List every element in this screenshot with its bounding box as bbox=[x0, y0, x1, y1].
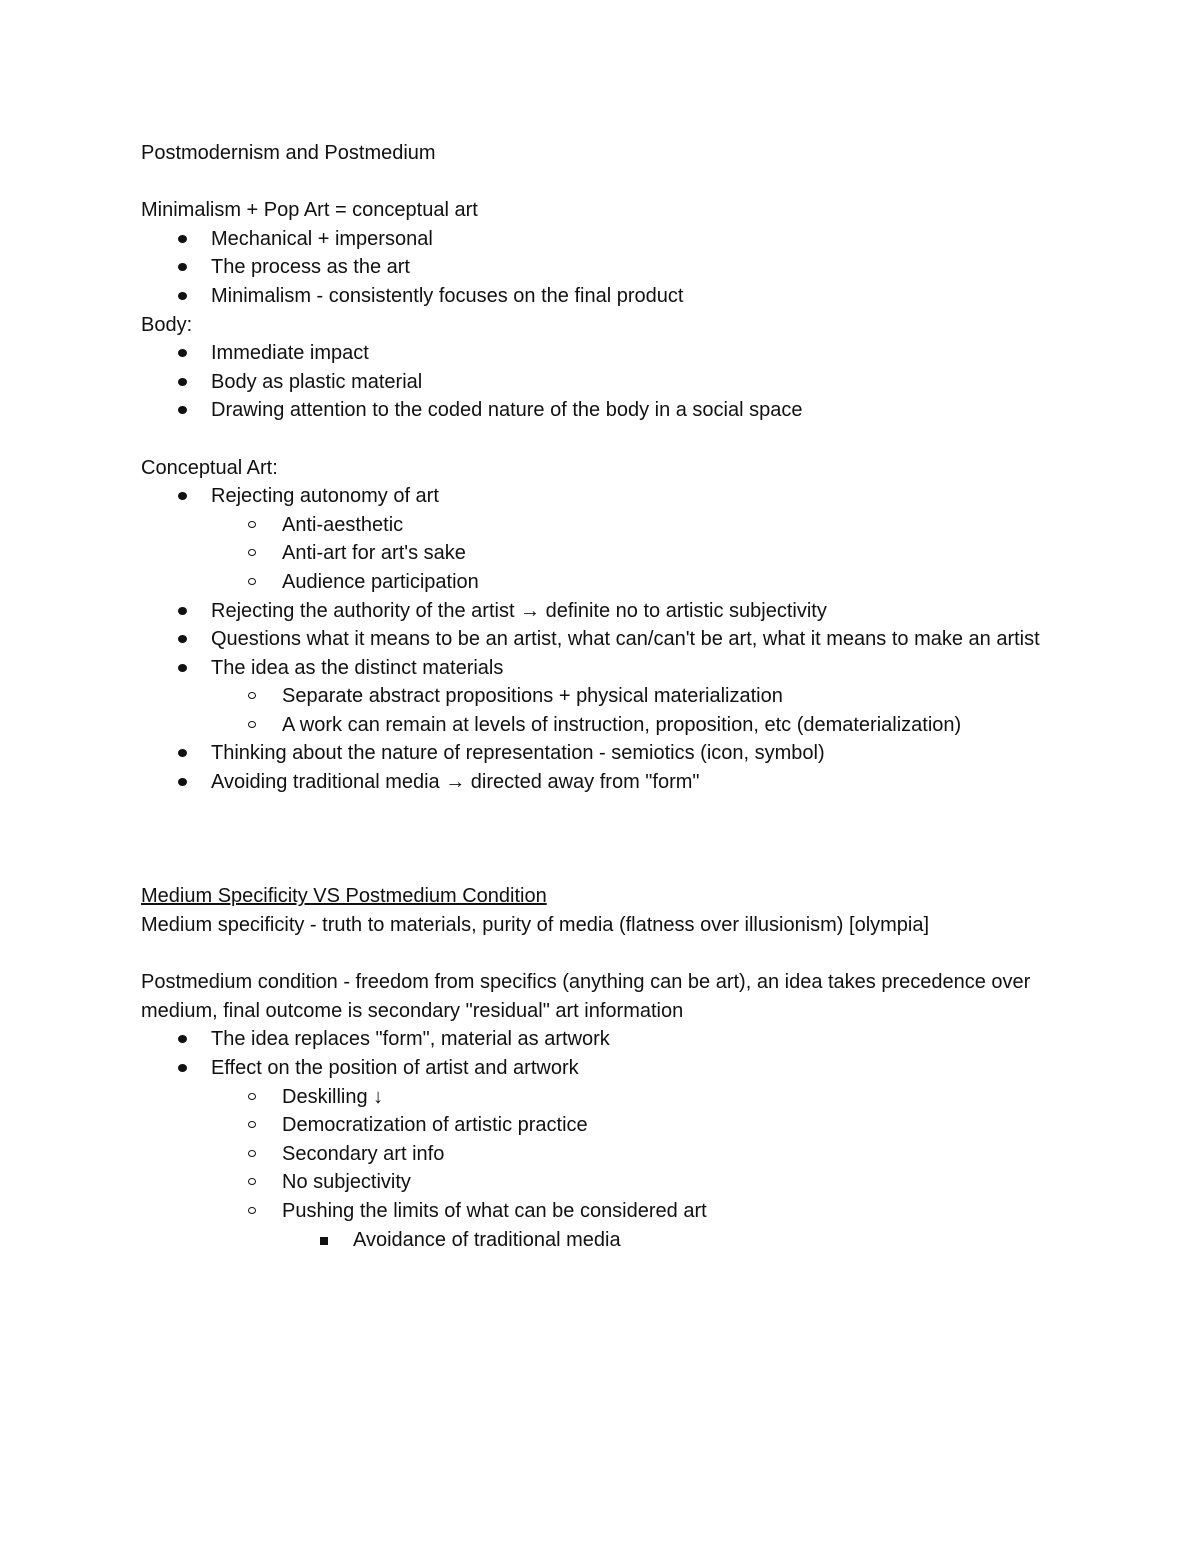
conceptual-heading: Conceptual Art: bbox=[141, 456, 278, 479]
sub-list-item: Audience participation bbox=[211, 568, 1071, 597]
bullet-circle-icon bbox=[248, 1207, 256, 1214]
list-item: Mechanical + impersonal bbox=[141, 225, 1071, 254]
blank-line bbox=[141, 168, 1071, 197]
list-item: The idea as the distinct materials Separate abstract propositions + physical materialization A work can remain at levels of instruction, proposition, etc (dematerialization) bbox=[141, 654, 1071, 740]
bullet-disc-icon bbox=[178, 1064, 187, 1072]
sub-list bbox=[211, 1083, 1071, 1255]
sub-list-item: Anti-aesthetic bbox=[211, 511, 1071, 540]
bullet-square-icon bbox=[320, 1237, 328, 1245]
bullet-disc-icon bbox=[178, 749, 187, 757]
list-item: Avoiding traditional media → directed away from "form" bbox=[141, 768, 1071, 797]
bullet-disc-icon bbox=[178, 378, 187, 386]
postmedium-text: Postmedium condition - freedom from specifics (anything can be art), an idea takes precedence over medium, final outcome is secondary "residual" art information bbox=[141, 971, 1031, 1022]
bullet-disc-icon bbox=[178, 607, 187, 615]
bullet-disc-icon bbox=[178, 292, 187, 300]
sub-list-item: Separate abstract propositions + physical materialization bbox=[211, 682, 1071, 711]
bullet-circle-icon bbox=[248, 549, 256, 556]
sub-list-item: Deskilling ↓ bbox=[211, 1083, 1071, 1112]
postmedium-list bbox=[141, 1025, 1071, 1254]
list-item: Immediate impact bbox=[141, 339, 1071, 368]
document-page bbox=[141, 139, 1071, 1254]
list-item: Body as plastic material bbox=[141, 368, 1071, 397]
bullet-disc-icon bbox=[178, 263, 187, 271]
sub-list-item: A work can remain at levels of instruction, proposition, etc (dematerialization) bbox=[211, 711, 1071, 740]
bullet-disc-icon bbox=[178, 406, 187, 414]
medium-specificity-text: Medium specificity - truth to materials, purity of media (flatness over illusionism) [olympia] bbox=[141, 914, 930, 937]
minimalism-heading: Minimalism + Pop Art = conceptual art bbox=[141, 199, 478, 222]
sub-list-item: No subjectivity bbox=[211, 1168, 1071, 1197]
blank-lines bbox=[141, 797, 1071, 883]
sub-list bbox=[211, 511, 1071, 597]
sub-sub-list-item: Avoidance of traditional media bbox=[282, 1226, 1071, 1255]
bullet-circle-icon bbox=[248, 1150, 256, 1157]
body-list bbox=[141, 339, 1071, 425]
list-item: Rejecting autonomy of art Anti-aesthetic Anti-art for art's sake Audience participation bbox=[141, 482, 1071, 596]
blank-line bbox=[141, 425, 1071, 454]
sub-sub-list bbox=[282, 1226, 1071, 1255]
list-item: Minimalism - consistently focuses on the final product bbox=[141, 282, 1071, 311]
body-heading: Body: bbox=[141, 313, 193, 336]
list-item: Rejecting the authority of the artist → definite no to artistic subjectivity bbox=[141, 597, 1071, 626]
sub-list-item: Pushing the limits of what can be considered art Avoidance of traditional media bbox=[211, 1197, 1071, 1254]
sub-list bbox=[211, 682, 1071, 739]
bullet-circle-icon bbox=[248, 721, 256, 728]
list-item: The process as the art bbox=[141, 253, 1071, 282]
list-item: Effect on the position of artist and artwork Deskilling ↓ Democratization of artistic practice Secondary art info No subjectivity Pushing the limits of what can be considered art Avoidance of traditional media bbox=[141, 1054, 1071, 1254]
list-item: Drawing attention to the coded nature of the body in a social space bbox=[141, 396, 1071, 425]
bullet-disc-icon bbox=[178, 1035, 187, 1043]
medium-heading: Medium Specificity VS Postmedium Condition bbox=[141, 885, 547, 908]
bullet-disc-icon bbox=[178, 235, 187, 243]
list-item: The idea replaces "form", material as artwork bbox=[141, 1025, 1071, 1054]
bullet-disc-icon bbox=[178, 635, 187, 643]
list-item: Thinking about the nature of representation - semiotics (icon, symbol) bbox=[141, 739, 1071, 768]
bullet-disc-icon bbox=[178, 664, 187, 672]
bullet-disc-icon bbox=[178, 349, 187, 357]
bullet-disc-icon bbox=[178, 492, 187, 500]
bullet-circle-icon bbox=[248, 1178, 256, 1185]
sub-list-item: Anti-art for art's sake bbox=[211, 539, 1071, 568]
document-title: Postmodernism and Postmedium bbox=[141, 142, 436, 164]
blank-line bbox=[141, 940, 1071, 969]
sub-list-item: Secondary art info bbox=[211, 1140, 1071, 1169]
bullet-circle-icon bbox=[248, 1121, 256, 1128]
sub-list-item: Democratization of artistic practice bbox=[211, 1111, 1071, 1140]
list-item: Questions what it means to be an artist, what can/can't be art, what it means to make an artist bbox=[141, 625, 1071, 654]
minimalism-list bbox=[141, 225, 1071, 311]
bullet-circle-icon bbox=[248, 692, 256, 699]
bullet-circle-icon bbox=[248, 1093, 256, 1100]
conceptual-list bbox=[141, 482, 1071, 797]
bullet-circle-icon bbox=[248, 578, 256, 585]
bullet-circle-icon bbox=[248, 521, 256, 528]
bullet-disc-icon bbox=[178, 778, 187, 786]
